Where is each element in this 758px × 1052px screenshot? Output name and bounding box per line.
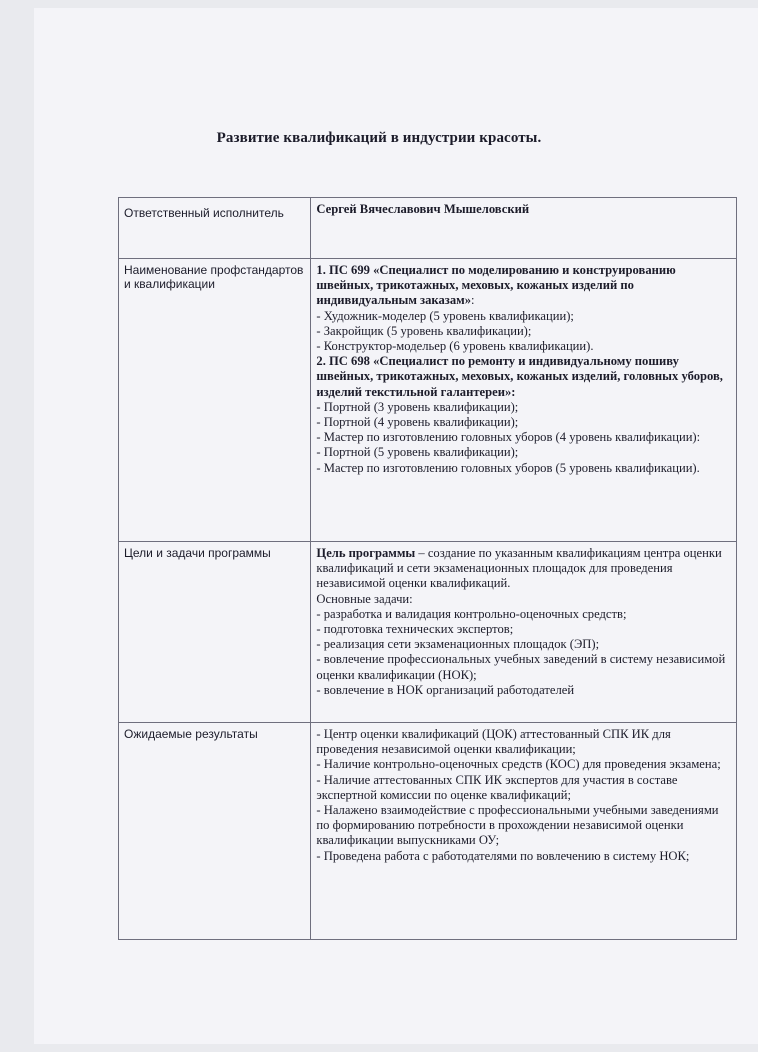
ps698-item: - Мастер по изготовлению головных уборов (5 уровень квалификации).	[316, 460, 700, 475]
goal-lead: Цель программы	[316, 546, 416, 560]
ps699-colon: :	[471, 293, 475, 308]
results-content	[311, 723, 737, 940]
result-item: - Наличие аттестованных СПК ИК экспертов для участия в составе экспертной комиссии по оценке квалификаций;	[316, 772, 678, 802]
results-label: Ожидаемые результаты	[119, 723, 311, 940]
responsible-label: Ответственный исполнитель	[119, 198, 311, 259]
table-row-goals	[119, 542, 737, 723]
goal-text: – создание по указанным квалификациям центра оценки квалификаций и сети экзаменационных площадок для проведения независимой оценки квалификаций.	[316, 546, 722, 591]
standards-content	[311, 259, 737, 542]
standards-label: Наименование профстандартов и квалификации	[119, 259, 311, 542]
result-item: - Центр оценки квалификаций (ЦОК) аттестованный СПК ИК для проведения независимой оценки квалификации;	[316, 727, 671, 757]
ps698-item: - Портной (3 уровень квалификации);	[316, 399, 519, 414]
task-item: - вовлечение в НОК организаций работодателей	[316, 682, 575, 697]
ps699-item: - Закройщик (5 уровень квалификации);	[316, 323, 532, 338]
ps699-item: - Художник-моделер (5 уровень квалификации);	[316, 308, 574, 323]
table-row-standards	[119, 259, 737, 542]
goals-label: Цели и задачи программы	[119, 542, 311, 723]
ps699-title: 1. ПС 699 «Специалист по моделированию и конструированию швейных, трикотажных, меховых, кожаных изделий по индивидуальным заказам»	[316, 263, 676, 308]
result-item: - Проведена работа с работодателями по вовлечению в систему НОК;	[316, 848, 690, 863]
result-item: - Наличие контрольно-оценочных средств (КОС) для проведения экзамена;	[316, 757, 721, 772]
ps698-item: - Мастер по изготовлению головных уборов (4 уровень квалификации):	[316, 430, 701, 445]
task-item: - вовлечение профессиональных учебных заведений в систему независимой оценки квалификации (НОК);	[316, 652, 726, 682]
ps698-item: - Портной (5 уровень квалификации);	[316, 445, 519, 460]
goals-content	[311, 542, 737, 723]
goal-statement	[316, 546, 731, 592]
table-row-results	[119, 723, 737, 940]
ps698-title: 2. ПС 698 «Специалист по ремонту и индивидуальному пошиву швейных, трикотажных, меховых, кожаных изделий, головных уборов, изделий текстильной галантереи»:	[316, 354, 723, 399]
task-item: - реализация сети экзаменационных площадок (ЭП);	[316, 637, 600, 652]
program-table	[118, 197, 737, 940]
task-item: - подготовка технических экспертов;	[316, 622, 514, 637]
tasks-heading: Основные задачи:	[316, 591, 413, 606]
ps698-item: - Портной (4 уровень квалификации);	[316, 415, 519, 430]
task-item: - разработка и валидация контрольно-оценочных средств;	[316, 606, 627, 621]
ps699-item: - Конструктор-модельер (6 уровень квалификации).	[316, 339, 594, 354]
result-item: - Налажено взаимодействие с профессиональными учебными заведениями по формированию потребности в прохождении независимой оценки квалификации выпускниками ОУ;	[316, 803, 719, 848]
responsible-value: Сергей Вячеславович Мышеловский	[311, 198, 737, 259]
ps699-block	[316, 263, 731, 309]
table-row-responsible	[119, 198, 737, 259]
document-title: Развитие квалификаций в индустрии красоты.	[216, 130, 542, 146]
